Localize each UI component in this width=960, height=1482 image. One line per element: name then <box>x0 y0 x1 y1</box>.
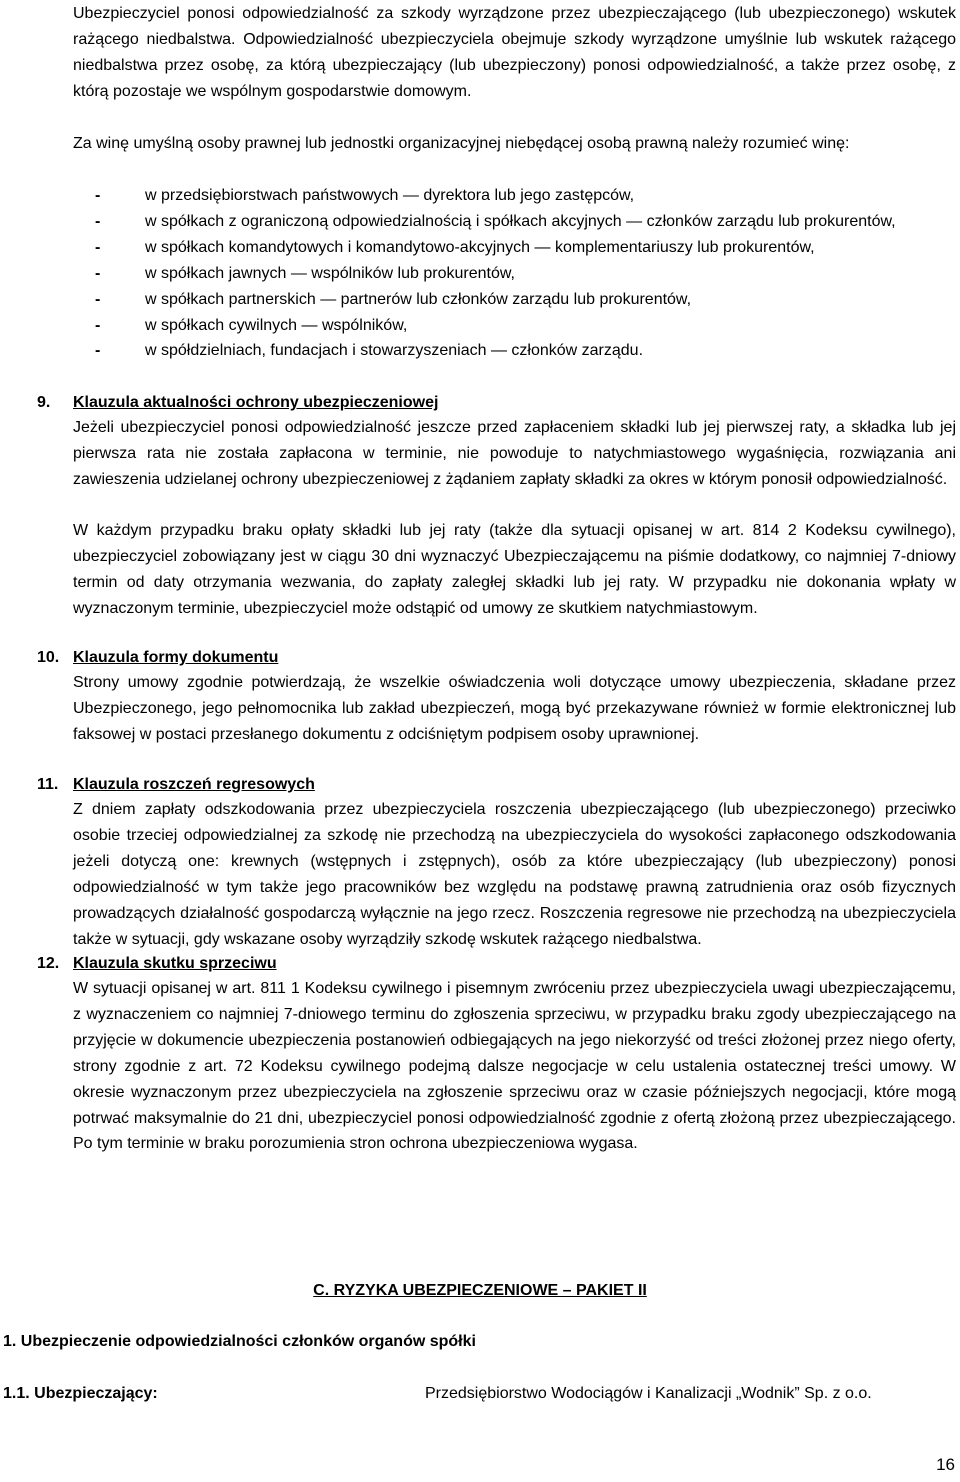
clause-10-number: 10. <box>37 649 60 666</box>
intro-paragraph-1: Ubezpieczyciel ponosi odpowiedzialność za szkody wyrządzone przez ubezpieczającego (lub ubezpieczonego) wskutek rażącego niedbalstwa. Odpowiedzialność ubezpieczyciela obejmuje szkody wyrządzone umyślnie lub wskutek rażącego niedbalstwa przez osobę, za którą ubezpieczający (lub ubezpieczony) ponosi odpowiedzialność, a także przez osobę, z którą pozostaje we wspólnym gospodarstwie domowym. <box>73 5 956 100</box>
clause-11-paragraph: Z dniem zapłaty odszkodowania przez ubezpieczyciela roszczenia ubezpieczającego (lub ubezpieczonego) przeciwko osobie trzeciej odpowiedzialnej za szkodę nie przechodzą na ubezpieczyciela do wysokości zapłaconego odszkodowania jeżeli dotyczą one: krewnych (wstępnych i zstępnych), osób za które ubezpieczający (lub ubezpieczony) ponosi odpowiedzialność w tym także jego pracowników bez względu na podstawę prawną zatrudnienia oraz osób fizycznych prowadzących działalność gospodarczą wyłącznie na jego rzecz. Roszczenia regresowe nie przechodzą na ubezpieczyciela także w sytuacji, gdy wskazane osoby wyrządziły szkodę wskutek rażącego niedbalstwa. <box>73 801 956 948</box>
list-item: - w spółkach komandytowych i komandytowo-akcyjnych — komplementariuszy lub prokurentów, <box>95 238 815 256</box>
list-item: - w spółkach cywilnych — wspólników, <box>95 316 408 334</box>
section-c-title: C. RYZYKA UBEZPIECZENIOWE – PAKIET II <box>313 1282 647 1299</box>
list-item: - w spółdzielniach, fundacjach i stowarzyszeniach — członków zarządu. <box>95 342 644 360</box>
clause-11-title: Klauzula roszczeń regresowych <box>73 776 315 793</box>
insured-label: 1.1. Ubezpieczający: <box>3 1385 158 1402</box>
clause-9-paragraph-1: Jeżeli ubezpieczyciel ponosi odpowiedzialność jeszcze przed zapłaceniem składki lub jej pierwszej raty, a składka lub jej pierwsza rata nie została zapłacona w terminie, nie powoduje to natychmiastowego wygaśnięcia, rozwiązania ani zawieszenia udzielanej ochrony ubezpieczeniowej z żądaniem zapłaty składki za okres w którym ponosił odpowiedzialność. <box>73 419 956 488</box>
clause-9-title: Klauzula aktualności ochrony ubezpieczeniowej <box>73 394 439 411</box>
insured-value: Przedsiębiorstwo Wodociągów i Kanalizacji „Wodnik” Sp. z o.o. <box>425 1385 872 1402</box>
page-number: 16 <box>936 1455 955 1474</box>
liability-list <box>73 183 956 364</box>
list-item: - w przedsiębiorstwach państwowych — dyrektora lub jego zastępców, <box>95 187 635 204</box>
clause-12-number: 12. <box>37 955 60 972</box>
clause-10-title: Klauzula formy dokumentu <box>73 649 279 666</box>
clause-9-paragraph-2: W każdym przypadku braku opłaty składki lub jej raty (także dla sytuacji opisanej w art. 814 2 Kodeksu cywilnego), ubezpieczyciel zobowiązany jest w ciągu 30 dni wyznaczyć Ubezpieczającemu na piśmie dodatkowy, co najmniej 7-dniowy termin od daty otrzymania wezwania, do zapłaty zaległej składki lub jej raty. W przypadku nie dokonania wpłaty w wyznaczonym terminie, ubezpieczyciel może odstąpić od umowy ze skutkiem natychmiastowym. <box>73 522 956 617</box>
intro-paragraph-2: Za winę umyślną osoby prawnej lub jednostki organizacyjnej niebędącej osobą prawną należy rozumieć winę: <box>73 135 850 152</box>
section-c-subheading: 1. Ubezpieczenie odpowiedzialności członków organów spółki <box>3 1333 476 1350</box>
clause-11-number: 11. <box>37 776 59 793</box>
clause-10-paragraph: Strony umowy zgodnie potwierdzają, że wszelkie oświadczenia woli dotyczące umowy ubezpieczenia, składane przez Ubezpieczonego, jego pełnomocnika lub zakład ubezpieczeń, mogą być przekazywane również w formie elektronicznej lub faksowej w postaci przesłanego dokumentu z odciśniętym podpisem osoby uprawnionej. <box>73 674 956 743</box>
clause-12-paragraph: W sytuacji opisanej w art. 811 1 Kodeksu cywilnego i pisemnym zwróceniu przez ubezpieczyciela uwagi ubezpieczającemu, z wyznaczeniem co najmniej 7-dniowego terminu do zgłoszenia sprzeciwu, w przypadku braku zgody ubezpieczającego na przyjęcie w dokumencie ubezpieczenia postanowień odbiegających na jego niekorzyść od treści złożonej przez niego oferty, strony zgodnie z art. 72 Kodeksu cywilnego podejmą dalsze negocjacje w celu ustalenia ostatecznej treści umowy. W okresie wyznaczonym przez ubezpieczyciela na zgłoszenie sprzeciwu oraz w czasie późniejszych negocjacji, które mogą potrwać maksymalnie do 21 dni, ubezpieczyciel ponosi odpowiedzialność zgodnie z ofertą złożoną przez ubezpieczającego. Po tym terminie w braku porozumienia stron ochrona ubezpieczeniowa wygasa. <box>73 980 956 1153</box>
clause-12-title: Klauzula skutku sprzeciwu <box>73 955 277 972</box>
list-item: - w spółkach partnerskich — partnerów lub członków zarządu lub prokurentów, <box>95 290 692 308</box>
list-item: - w spółkach z ograniczoną odpowiedzialnością i spółkach akcyjnych — członków zarządu lub prokurentów, <box>95 212 896 230</box>
list-item: - w spółkach jawnych — wspólników lub prokurentów, <box>95 264 515 282</box>
clause-9-number: 9. <box>37 394 51 411</box>
